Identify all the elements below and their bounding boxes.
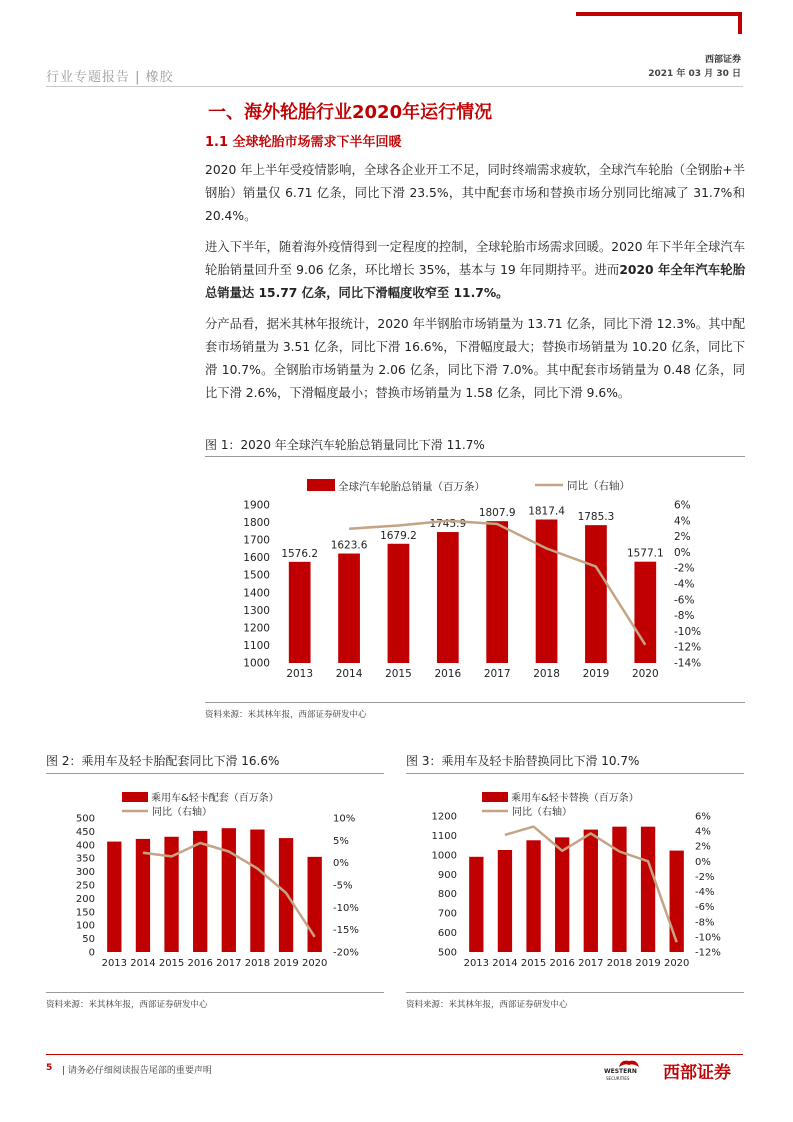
bar <box>469 857 483 952</box>
subsection-heading: 1.1 全球轮胎市场需求下半年回暖 <box>205 135 402 150</box>
y-tick-label: 700 <box>437 908 457 920</box>
figure-1-title: 图 1：2020 年全球汽车轮胎总销量同比下滑 11.7% <box>205 438 485 452</box>
x-tick-label: 2018 <box>606 958 633 969</box>
x-tick-label: 2019 <box>635 958 661 969</box>
logo-english: WESTERN <box>604 1068 637 1075</box>
y2-tick-label: 4% <box>674 515 691 528</box>
y2-tick-label: -10% <box>333 902 359 914</box>
header-brand: 西部证券 <box>704 55 741 65</box>
legend-bar-label: 乘用车&轻卡替换（百万条） <box>511 793 639 804</box>
header-accent-bar-vertical <box>738 12 742 34</box>
figure-2-title: 图 2：乘用车及轻卡胎配套同比下滑 16.6% <box>46 754 280 768</box>
bar <box>222 828 236 952</box>
y2-tick-label: -12% <box>695 947 721 959</box>
y2-tick-label: -8% <box>674 610 695 623</box>
paragraph-2-highlight: 2020 年全年汽车轮胎总销量达 15.77 亿条，同比下滑幅度收窄至 11.7%。 <box>205 263 745 300</box>
bar <box>498 850 512 952</box>
figure-3-source: 资料来源：米其林年报，西部证券研发中心 <box>406 1000 568 1010</box>
y-tick-label: 200 <box>75 893 95 905</box>
y-tick-label: 400 <box>75 840 95 852</box>
y-tick-label: 50 <box>82 934 95 946</box>
legend-bar-swatch <box>307 479 335 491</box>
paragraph-2-text: 进入下半年，随着海外疫情得到一定程度的控制，全球轮胎市场需求回暖。2020 年下半年全球汽车轮胎销量回升至 9.06 亿条，环比增长 35%，基本与 19 年同期持平。进而 <box>205 240 745 277</box>
bar <box>107 842 121 952</box>
x-tick-label: 2019 <box>582 668 610 680</box>
bar-data-label: 1745.9 <box>429 518 467 531</box>
figure-1-bottom-rule <box>205 702 745 703</box>
y2-tick-label: 0% <box>674 546 691 559</box>
footer-disclaimer: | 请务必仔细阅读报告尾部的重要声明 <box>62 1066 212 1076</box>
bar <box>289 562 311 663</box>
bar <box>338 554 360 663</box>
y2-tick-label: 10% <box>333 813 356 825</box>
bar <box>670 851 684 952</box>
y-tick-label: 100 <box>75 920 95 932</box>
logo-english-sub: SECURITIES <box>606 1076 630 1081</box>
x-tick-label: 2016 <box>549 958 575 969</box>
y2-tick-label: -10% <box>695 932 721 944</box>
y-tick-label: 250 <box>75 880 95 892</box>
y-tick-label: 1200 <box>243 622 270 635</box>
legend-bar-label: 乘用车&轻卡配套（百万条） <box>151 793 279 804</box>
y-tick-label: 350 <box>75 853 95 865</box>
bar <box>308 857 322 952</box>
y-tick-label: 900 <box>437 869 457 881</box>
y2-tick-label: -4% <box>695 887 715 899</box>
x-tick-label: 2014 <box>335 668 363 680</box>
x-tick-label: 2017 <box>578 958 604 969</box>
y2-tick-label: 6% <box>695 811 711 823</box>
x-tick-label: 2013 <box>101 958 128 969</box>
y-tick-label: 1000 <box>243 657 270 670</box>
x-tick-label: 2020 <box>301 958 328 969</box>
paragraph-3: 分产品看，据米其林年报统计，2020 年半钢胎市场销量为 13.71 亿条，同比下滑 12.3%。其中配套市场销量为 3.51 亿条，同比下滑 16.6%，下滑幅度最大；替换市场销量为 10.20 亿条，同比下滑 10.7%。全钢胎市场销量为 2.06 亿条，同比下滑 7.0%。其中配套市场销量为 0.48 亿条，同比下滑 2.6%，下滑幅度最小；替换市场销量为 1.58 亿条，同比下滑 9.6%。 <box>205 317 745 400</box>
footer-divider <box>46 1054 743 1055</box>
bar-data-label: 1623.6 <box>330 539 368 552</box>
y2-tick-label: -5% <box>333 880 353 892</box>
y2-tick-label: 5% <box>333 835 349 847</box>
y-tick-label: 1100 <box>243 639 270 652</box>
bar <box>437 532 459 663</box>
y-tick-label: 1600 <box>243 552 270 565</box>
y2-tick-label: 0% <box>333 858 349 870</box>
y2-tick-label: -6% <box>674 594 695 607</box>
figure-1-top-rule <box>205 456 745 457</box>
bar <box>486 521 508 663</box>
y-tick-label: 500 <box>437 947 457 959</box>
y-tick-label: 1100 <box>431 830 457 842</box>
y-tick-label: 0 <box>88 947 95 959</box>
y-tick-label: 800 <box>437 889 457 901</box>
y-tick-label: 1200 <box>431 811 457 823</box>
paragraph-1: 2020 年上半年受疫情影响，全球各企业开工不足，同时终端需求疲软，全球汽车轮胎（全钢胎+半钢胎）销量仅 6.71 亿条，同比下滑 23.5%，其中配套市场和替换市场分别同比缩减了 31.7%和 20.4%。 <box>205 163 745 223</box>
bar <box>536 520 558 663</box>
figure-2-top-rule <box>46 773 384 774</box>
bar <box>641 827 655 952</box>
bar-data-label: 1679.2 <box>380 529 417 542</box>
y2-tick-label: 2% <box>674 531 691 544</box>
bar-data-label: 1576.2 <box>281 547 319 560</box>
bar <box>612 827 626 952</box>
y2-tick-label: -12% <box>674 641 702 654</box>
y-tick-label: 1900 <box>243 499 270 512</box>
y-tick-label: 450 <box>75 826 95 838</box>
figure-1-source: 资料来源：米其林年报，西部证券研发中心 <box>205 710 367 720</box>
report-date: 2021 年 03 月 30 日 <box>648 69 741 79</box>
bar <box>193 831 207 952</box>
y2-tick-label: 2% <box>695 841 711 853</box>
x-tick-label: 2015 <box>520 958 547 969</box>
y2-tick-label: -4% <box>674 578 695 591</box>
y2-tick-label: -20% <box>333 947 359 959</box>
bar <box>526 840 540 952</box>
header-accent-bar <box>576 12 741 16</box>
legend-line-label: 同比（右轴） <box>512 807 572 818</box>
bar <box>250 830 264 952</box>
y-tick-label: 1400 <box>243 587 270 600</box>
paragraph-2 <box>205 236 745 305</box>
legend-bar-swatch <box>482 792 508 802</box>
x-tick-label: 2016 <box>434 668 462 680</box>
y2-tick-label: -2% <box>674 562 695 575</box>
y-tick-label: 1800 <box>243 517 270 530</box>
x-tick-label: 2017 <box>483 668 511 680</box>
figure-1-chart <box>205 462 745 700</box>
bar-data-label: 1785.3 <box>577 511 615 524</box>
y-tick-label: 500 <box>75 813 95 825</box>
y2-tick-label: -14% <box>674 657 702 670</box>
y2-tick-label: -6% <box>695 902 715 914</box>
figure-3-bottom-rule <box>406 992 744 993</box>
y2-tick-label: -10% <box>674 625 702 638</box>
y-tick-label: 600 <box>437 928 457 940</box>
figure-3-chart <box>406 778 744 988</box>
y-tick-label: 1700 <box>243 534 270 547</box>
header-divider <box>46 86 743 87</box>
y-tick-label: 1000 <box>431 850 457 862</box>
x-tick-label: 2013 <box>286 668 314 680</box>
y2-tick-label: 0% <box>695 856 711 868</box>
x-tick-label: 2018 <box>533 668 560 680</box>
bar-data-label: 1807.9 <box>478 507 516 520</box>
x-tick-label: 2015 <box>385 668 412 680</box>
x-tick-label: 2019 <box>273 958 299 969</box>
x-tick-label: 2018 <box>244 958 271 969</box>
report-category: 行业专题报告 | 橡胶 <box>46 70 174 85</box>
y-tick-label: 1500 <box>243 569 270 582</box>
bar-data-label: 1817.4 <box>528 505 565 518</box>
y-tick-label: 150 <box>75 907 95 919</box>
y2-tick-label: 6% <box>674 499 691 512</box>
figure-2-chart <box>46 778 384 988</box>
x-tick-label: 2014 <box>492 958 518 969</box>
y2-tick-label: -15% <box>333 925 359 937</box>
legend-line-label: 同比（右轴） <box>567 480 630 492</box>
legend-bar-swatch <box>122 792 148 802</box>
x-tick-label: 2020 <box>631 668 659 680</box>
x-tick-label: 2020 <box>663 958 690 969</box>
y2-tick-label: 4% <box>695 826 711 838</box>
y-tick-label: 300 <box>75 867 95 879</box>
bar <box>388 544 410 663</box>
bar <box>634 562 656 663</box>
bar <box>585 525 607 663</box>
bar <box>584 830 598 952</box>
x-tick-label: 2015 <box>158 958 185 969</box>
bar <box>136 839 150 952</box>
figure-2-source: 资料来源：米其林年报，西部证券研发中心 <box>46 1000 208 1010</box>
legend-bar-label: 全球汽车轮胎总销量（百万条） <box>338 481 485 493</box>
section-heading: 一、海外轮胎行业2020年运行情况 <box>208 102 493 123</box>
x-tick-label: 2013 <box>463 958 490 969</box>
figure-3-top-rule <box>406 773 744 774</box>
y2-tick-label: -2% <box>695 871 715 883</box>
bar <box>555 837 569 952</box>
y2-tick-label: -8% <box>695 917 715 929</box>
legend-line-label: 同比（右轴） <box>152 807 212 818</box>
x-tick-label: 2016 <box>187 958 213 969</box>
footer-disclaimer-text: 请务必仔细阅读报告尾部的重要声明 <box>67 1066 212 1076</box>
figure-3-title: 图 3：乘用车及轻卡胎替换同比下滑 10.7% <box>406 754 640 768</box>
bar-data-label: 1577.1 <box>626 547 664 560</box>
x-tick-label: 2017 <box>216 958 242 969</box>
logo-chinese: 西部证券 <box>663 1063 731 1083</box>
y-tick-label: 1300 <box>243 604 270 617</box>
figure-2-bottom-rule <box>46 992 384 993</box>
x-tick-label: 2014 <box>130 958 156 969</box>
page-number: 5 <box>46 1063 53 1073</box>
